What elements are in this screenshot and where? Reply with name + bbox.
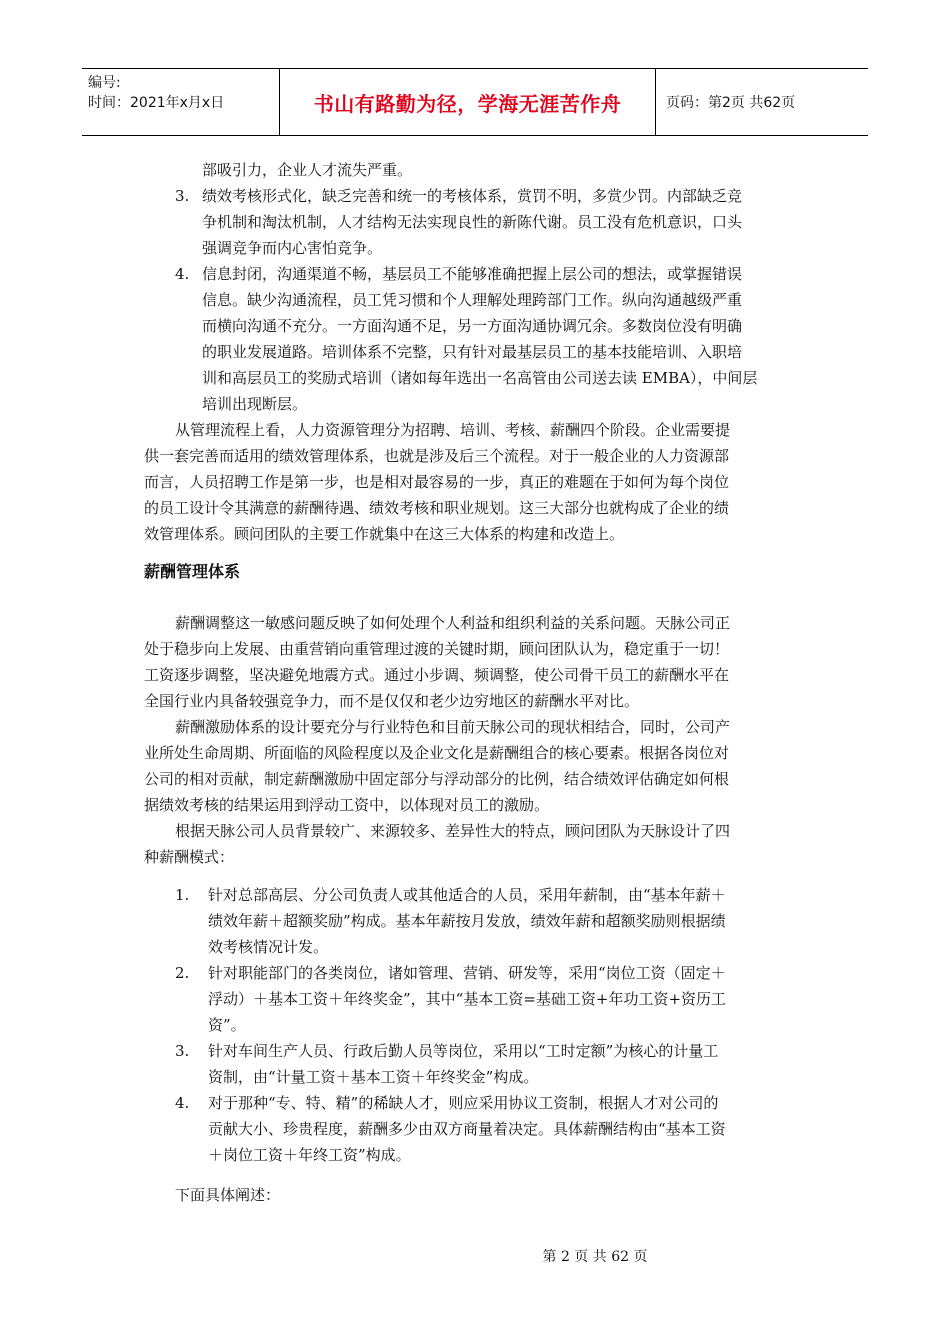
list-item-line: 对于那种“专、特、精”的稀缺人才，则应采用协议工资制，根据人才对公司的	[208, 1094, 719, 1112]
list-item-line: 强调竞争而内心害怕竞争。	[202, 239, 383, 257]
list-number: 4.	[175, 265, 190, 283]
page-footer: 第 2 页 共 62 页	[542, 1249, 648, 1265]
list-number: 2.	[175, 964, 190, 982]
list-item-line: 绩效年薪＋超额奖励”构成。基本年薪按月发放，绩效年薪和超额奖励则根据绩	[208, 912, 726, 930]
list-item-line: ＋岗位工资＋年终工资”构成。	[208, 1146, 411, 1164]
paragraph-line: 效管理体系。顾问团队的主要工作就集中在这三大体系的构建和改造上。	[144, 525, 625, 543]
list-item-line: 信息。缺少沟通流程，员工凭习惯和个人理解处理跨部门工作。纵向沟通越级严重	[202, 291, 743, 309]
list-item-line: 信息封闭，沟通渠道不畅，基层员工不能够准确把握上层公司的想法，或掌握错误	[202, 265, 743, 283]
paragraph-line: 薪酬调整这一敏感问题反映了如何处理个人利益和组织利益的关系问题。天脉公司正	[175, 614, 731, 632]
list-item-line: 针对总部高层、分公司负责人或其他适合的人员，采用年薪制，由“基本年薪＋	[208, 886, 726, 904]
page-header	[82, 68, 868, 136]
section-heading: 薪酬管理体系	[144, 562, 241, 581]
list-item-line: 训和高层员工的奖励式培训（诸如每年选出一名高管由公司送去读 EMBA），中间层	[202, 369, 758, 387]
closing-text: 下面具体阐述：	[175, 1186, 281, 1204]
paragraph-line: 薪酬激励体系的设计要充分与行业特色和目前天脉公司的现状相结合，同时，公司产	[175, 718, 731, 736]
list-item-line: 资”。	[208, 1016, 246, 1034]
list-item-line: 针对车间生产人员、行政后勤人员等岗位，采用以“工时定额”为核心的计量工	[208, 1042, 719, 1060]
list-item-line: 的职业发展道路。培训体系不完整，只有针对最基层员工的基本技能培训、入职培	[202, 343, 743, 361]
paragraph-line: 工资逐步调整，坚决避免地震方式。通过小步调、频调整，使公司骨干员工的薪酬水平在	[144, 666, 730, 684]
paragraph-line: 处于稳步向上发展、由重营销向重管理过渡的关键时期，顾问团队认为，稳定重于一切！	[144, 640, 730, 658]
list-item-line: 贡献大小、珍贵程度，薪酬多少由双方商量着决定。具体薪酬结构由“基本工资	[208, 1120, 726, 1138]
list-item-line: 针对职能部门的各类岗位，诸如管理、营销、研发等，采用“岗位工资（固定＋	[208, 964, 726, 982]
list-item-line: 效考核情况计发。	[208, 938, 329, 956]
list-number: 4.	[175, 1094, 190, 1112]
paragraph-line: 业所处生命周期、所面临的风险程度以及企业文化是薪酬组合的核心要素。根据各岗位对	[144, 744, 730, 762]
list-item-line: 而横向沟通不充分。一方面沟通不足，另一方面沟通协调冗余。多数岗位没有明确	[202, 317, 743, 335]
paragraph-line: 种薪酬模式：	[144, 848, 235, 866]
list-item-line: 浮动）＋基本工资＋年终奖金”，其中“基本工资=基础工资+年功工资+资历工	[208, 990, 727, 1008]
header-meta	[82, 69, 280, 135]
doc-code-label: 编号:	[88, 75, 121, 91]
paragraph-line: 公司的相对贡献，制定薪酬激励中固定部分与浮动部分的比例，结合绩效评估确定如何根	[144, 770, 730, 788]
paragraph-line: 全国行业内具备较强竞争力，而不是仅仅和老少边穷地区的薪酬水平对比。	[144, 692, 640, 710]
list-item-line: 争机制和淘汰机制，人才结构无法实现良性的新陈代谢。员工没有危机意识，口头	[202, 213, 743, 231]
doc-date-label: 时间：2021年x月x日	[88, 95, 225, 111]
list-item-line: 培训出现断层。	[202, 395, 308, 413]
paragraph-line: 而言，人员招聘工作是第一步，也是相对最容易的一步，真正的难题在于如何为每个岗位	[144, 473, 730, 491]
list-number: 3.	[175, 1042, 190, 1060]
paragraph-line: 从管理流程上看，人力资源管理分为招聘、培训、考核、薪酬四个阶段。企业需要提	[175, 421, 731, 439]
list-number: 1.	[175, 886, 190, 904]
list-item-line: 绩效考核形式化，缺乏完善和统一的考核体系，赏罚不明，多赏少罚。内部缺乏竞	[202, 187, 743, 205]
header-page-info: 页码：第2页 共62页	[666, 95, 796, 111]
intro-continuation: 部吸引力，企业人才流失严重。	[202, 161, 413, 179]
paragraph-line: 根据天脉公司人员背景较广、来源较多、差异性大的特点，顾问团队为天脉设计了四	[175, 822, 731, 840]
paragraph-line: 据绩效考核的结果运用到浮动工资中，以体现对员工的激励。	[144, 796, 550, 814]
header-motto: 书山有路勤为径，学海无涯苦作舟	[280, 69, 656, 135]
list-number: 3.	[175, 187, 190, 205]
paragraph-line: 的员工设计令其满意的薪酬待遇、绩效考核和职业规划。这三大部分也就构成了企业的绩	[144, 499, 730, 517]
list-item-line: 资制，由“计量工资＋基本工资＋年终奖金”构成。	[208, 1068, 539, 1086]
paragraph-line: 供一套完善而适用的绩效管理体系，也就是涉及后三个流程。对于一般企业的人力资源部	[144, 447, 730, 465]
